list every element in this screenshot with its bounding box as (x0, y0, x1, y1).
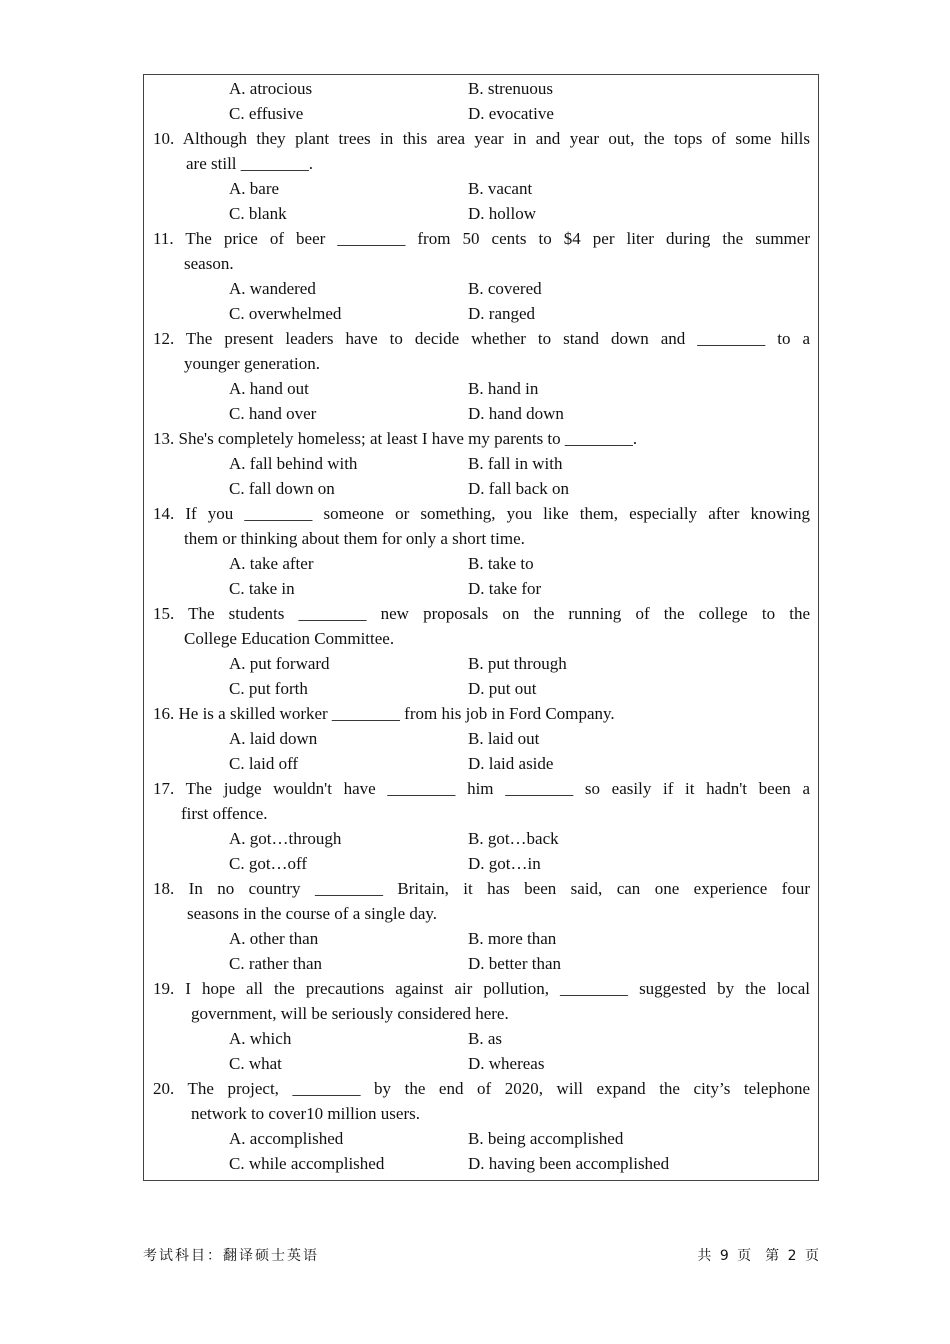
option-row (153, 651, 810, 676)
answer-option: D. having been accomplished (468, 1154, 670, 1173)
answer-option: D. hollow (468, 204, 536, 223)
question-stem-line: 10. Although they plant trees in this area year in and year out, the tops of some hills (153, 129, 810, 148)
answer-option: C. put forth (229, 679, 308, 698)
answer-option: C. blank (229, 204, 287, 223)
question-stem-line: seasons in the course of a single day. (187, 904, 438, 923)
answer-option: A. atrocious (229, 79, 313, 98)
question-stem-line: season. (184, 254, 234, 273)
option-row (153, 576, 810, 601)
answer-option: D. put out (468, 679, 537, 698)
answer-option: B. got…back (468, 829, 559, 848)
option-row (153, 1026, 810, 1051)
answer-option: D. fall back on (468, 479, 570, 498)
option-row (153, 476, 810, 501)
question-stem-line: them or thinking about them for only a short time. (184, 529, 525, 548)
answer-option: A. which (229, 1029, 292, 1048)
question-item (153, 501, 810, 601)
question-stem-line: 17. The judge wouldn't have ________ him ________ so easily if it hadn't been a (153, 779, 810, 798)
question-stem-line: younger generation. (184, 354, 320, 373)
question-item (153, 226, 810, 326)
answer-option: C. while accomplished (229, 1154, 385, 1173)
answer-option: B. strenuous (468, 79, 553, 98)
answer-option: C. rather than (229, 954, 322, 973)
question-item (153, 976, 810, 1076)
answer-option: A. accomplished (229, 1129, 344, 1148)
option-row (153, 101, 810, 126)
answer-option: A. hand out (229, 379, 309, 398)
option-row (153, 851, 810, 876)
question-stem-line: College Education Committee. (184, 629, 395, 648)
answer-option: D. take for (468, 579, 542, 598)
exam-subject: 考试科目：翻译硕士英语 (143, 1248, 319, 1264)
answer-option: B. as (468, 1029, 502, 1048)
option-row (153, 176, 810, 201)
answer-option: B. take to (468, 554, 534, 573)
option-row (153, 951, 810, 976)
answer-option: B. laid out (468, 729, 540, 748)
question-stem-line: 14. If you ________ someone or something, you like them, especially after knowing (153, 504, 810, 523)
answer-option: A. laid down (229, 729, 318, 748)
answer-option: D. got…in (468, 854, 541, 873)
answer-option: A. fall behind with (229, 454, 358, 473)
option-row (153, 826, 810, 851)
question-item (153, 601, 810, 701)
answer-option: C. overwhelmed (229, 304, 342, 323)
answer-option: B. covered (468, 279, 542, 298)
question-stem-line: government, will be seriously considered here. (191, 1004, 509, 1023)
question-stem-line: 13. She's completely homeless; at least I have my parents to ________. (153, 429, 638, 448)
answer-option: A. other than (229, 929, 319, 948)
answer-option: A. put forward (229, 654, 330, 673)
answer-option: C. what (229, 1054, 282, 1073)
question-stem-line: 15. The students ________ new proposals on the running of the college to the (153, 604, 810, 623)
answer-option: B. vacant (468, 179, 533, 198)
option-row (153, 1126, 810, 1151)
answer-option: D. better than (468, 954, 561, 973)
question-stem-line: 20. The project, ________ by the end of 2020, will expand the city’s telephone (153, 1079, 810, 1098)
option-row (153, 676, 810, 701)
answer-option: C. hand over (229, 404, 317, 423)
answer-option: C. got…off (229, 854, 308, 873)
option-row (153, 1151, 810, 1176)
answer-option: C. fall down on (229, 479, 335, 498)
option-row (153, 276, 810, 301)
question-stem-line: 18. In no country ________ Britain, it has been said, can one experience four (153, 879, 810, 898)
question-list (153, 76, 810, 1176)
page-count: 共 9 页 第 2 页 (697, 1248, 819, 1264)
option-row (153, 751, 810, 776)
question-stem-line: are still ________. (186, 154, 314, 173)
question-item (153, 876, 810, 976)
option-row (153, 401, 810, 426)
answer-option: C. laid off (229, 754, 299, 773)
answer-option: A. bare (229, 179, 280, 198)
answer-option: C. effusive (229, 104, 304, 123)
option-row (153, 201, 810, 226)
question-item (153, 1076, 810, 1176)
question-item (153, 776, 810, 876)
option-row (153, 376, 810, 401)
answer-option: A. wandered (229, 279, 316, 298)
option-row (153, 301, 810, 326)
answer-option: D. laid aside (468, 754, 554, 773)
answer-option: A. got…through (229, 829, 342, 848)
option-row (153, 1051, 810, 1076)
question-item (153, 426, 810, 501)
answer-option: A. take after (229, 554, 314, 573)
question-stem-line: network to cover10 million users. (191, 1104, 420, 1123)
answer-option: D. whereas (468, 1054, 545, 1073)
answer-option: C. take in (229, 579, 295, 598)
answer-option: B. put through (468, 654, 567, 673)
question-stem-line: first offence. (181, 804, 268, 823)
question-item (153, 76, 810, 126)
question-item (153, 326, 810, 426)
question-stem-line: 12. The present leaders have to decide whether to stand down and ________ to a (153, 329, 810, 348)
answer-option: D. hand down (468, 404, 564, 423)
question-stem-line: 19. I hope all the precautions against air pollution, ________ suggested by the local (153, 979, 810, 998)
option-row (153, 451, 810, 476)
question-stem-line: 11. The price of beer ________ from 50 cents to $4 per liter during the summer (153, 229, 810, 248)
answer-option: B. hand in (468, 379, 539, 398)
answer-option: B. more than (468, 929, 557, 948)
question-item (153, 126, 810, 226)
answer-option: B. fall in with (468, 454, 563, 473)
answer-option: B. being accomplished (468, 1129, 624, 1148)
answer-option: D. evocative (468, 104, 554, 123)
option-row (153, 926, 810, 951)
option-row (153, 726, 810, 751)
option-row (153, 551, 810, 576)
question-item (153, 701, 810, 776)
question-stem-line: 16. He is a skilled worker ________ from his job in Ford Company. (153, 704, 615, 723)
answer-option: D. ranged (468, 304, 536, 323)
option-row (153, 76, 810, 101)
